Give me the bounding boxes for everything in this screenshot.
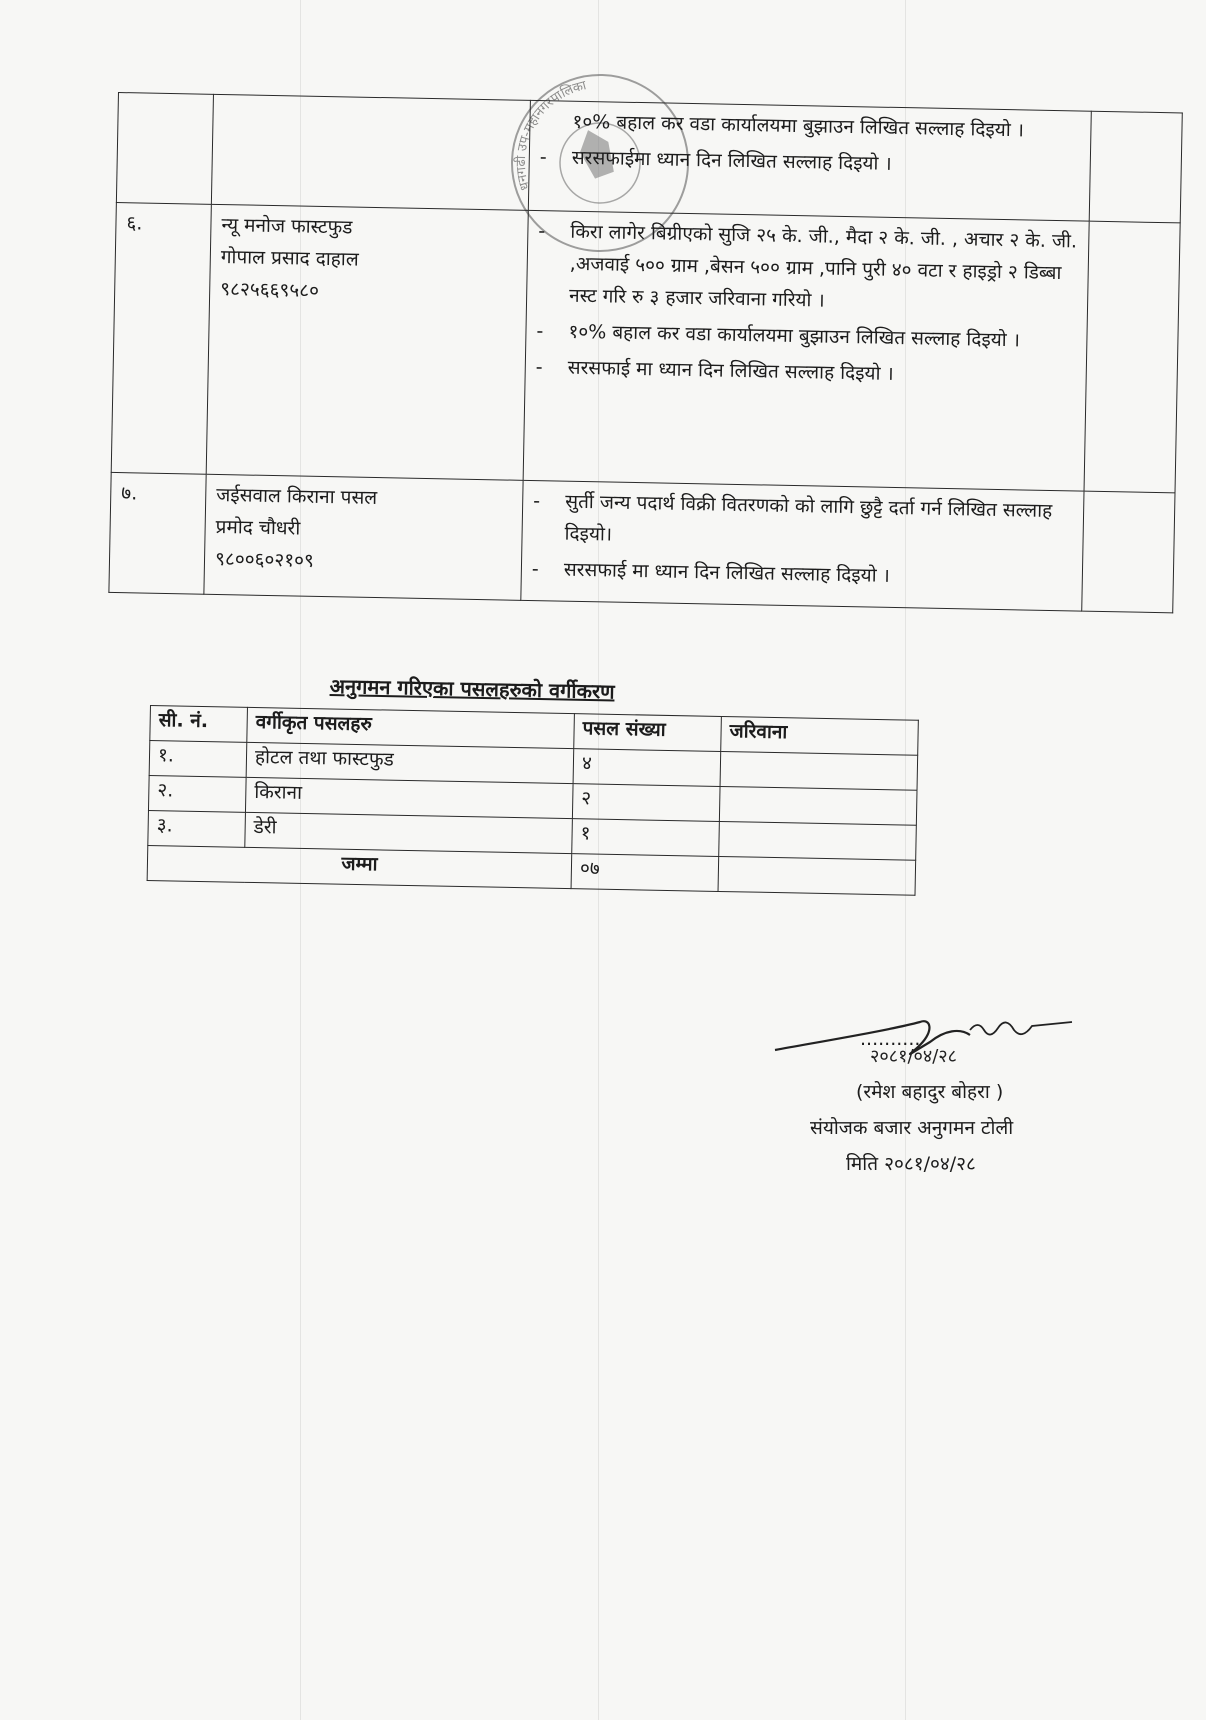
cell-actions	[528, 100, 1091, 221]
action-item	[532, 485, 1073, 559]
action-item	[537, 215, 1079, 321]
action-text: किरा लागेर बिग्रीएको सुजि २५ के. जी., मैदा २ के. जी. , अचार २ के. जी. ,अजवाई ५०० ग्राम ,बेसन ५०० ग्राम ,पानि पुरी ४० वटा र हाइड्रो २ डिब्बा नस्ट गरि रु ३ हजार जरिवाना गरियो ।	[568, 220, 1078, 312]
cell-remarks	[1084, 221, 1180, 493]
total-count: ०७	[571, 854, 719, 892]
cell-serial-number	[116, 93, 213, 205]
cell-fine	[719, 821, 917, 860]
signatory-name: (रमेश बहादुर बोहरा )	[856, 1081, 1004, 1103]
cell-fine	[720, 751, 918, 790]
header-category: वर्गीकृत पसलहरु	[247, 707, 575, 748]
classification-table	[147, 705, 919, 896]
signature-dots: ..........	[860, 1028, 921, 1050]
bullet-dash: -	[533, 490, 541, 513]
cell-serial-number: ७.	[109, 472, 206, 594]
shop-phone: ९८२५६६९५८०	[220, 278, 320, 302]
inspection-report-table	[108, 92, 1182, 613]
cell-shop-details	[204, 474, 523, 600]
table-row	[109, 472, 1175, 612]
bullet-dash: -	[538, 220, 546, 243]
header-sn: सी. नं.	[150, 706, 248, 743]
cell-category: होटल तथा फास्टफुड	[246, 742, 574, 783]
signed-date: २०८१/०४/२८	[870, 1046, 958, 1067]
action-text: सरसफाई मा ध्यान दिन लिखित सल्लाह दिइयो ।	[563, 558, 891, 587]
bullet-dash: -	[531, 558, 539, 581]
cell-shop-details	[211, 94, 530, 210]
cell-sn: २.	[148, 775, 246, 812]
bullet-dash: -	[539, 146, 547, 169]
cell-serial-number: ६.	[111, 202, 211, 474]
bullet-dash: -	[536, 320, 544, 343]
action-item	[540, 141, 1081, 183]
signatory-role: संयोजक बजार अनुगमन टोली	[810, 1117, 1014, 1139]
cell-count: ४	[573, 749, 721, 787]
shop-phone: ९८००६०२१०९	[214, 547, 315, 572]
shop-name: जईसवाल किराना पसल	[216, 483, 378, 510]
cell-remarks	[1089, 111, 1182, 223]
total-label: जम्मा	[147, 845, 572, 888]
action-item	[535, 351, 1076, 393]
table-row	[116, 93, 1182, 223]
action-item	[532, 553, 1073, 595]
action-text: १०% बहाल कर वडा कार्यालयमा बुझाउन लिखित सल्लाह दिइयो ।	[568, 320, 1021, 352]
cell-remarks	[1082, 491, 1175, 613]
shop-name: न्यू मनोज फास्टफुड	[221, 214, 353, 239]
action-item	[540, 105, 1081, 147]
action-text: सरसफाई मा ध्यान दिन लिखित सल्लाह दिइयो ।	[567, 356, 894, 385]
total-fine	[718, 856, 916, 895]
bullet-dash	[540, 105, 555, 137]
cell-sn: ३.	[148, 810, 246, 847]
classification-title: अनुगमन गरिएका पसलहरुको वर्गीकरण	[329, 673, 615, 704]
cell-count: २	[572, 784, 720, 822]
table-row	[111, 202, 1180, 492]
handwritten-signature	[770, 1000, 1090, 1080]
shop-owner: गोपाल प्रसाद दाहाल	[220, 246, 359, 271]
cell-actions	[523, 210, 1089, 491]
seal-text: धनगढी उप-महानगरपालिका	[513, 78, 588, 192]
shop-owner: प्रमोद चौधरी	[215, 515, 301, 540]
action-item	[536, 315, 1077, 357]
cell-shop-details	[206, 204, 528, 480]
action-text: सरसफाईमा ध्यान दिन लिखित सल्लाह दिइयो ।	[571, 146, 892, 175]
cell-sn: १.	[149, 741, 247, 778]
header-fine: जरिवाना	[721, 716, 919, 755]
cell-count: १	[572, 819, 720, 857]
cell-fine	[719, 786, 917, 825]
action-text: १०% बहाल कर वडा कार्यालयमा बुझाउन लिखित सल्लाह दिइयो ।	[572, 110, 1025, 142]
cell-category: डेरी	[245, 812, 573, 853]
cell-actions	[521, 480, 1084, 611]
bullet-dash: -	[535, 356, 543, 379]
signature-date-line: मिति २०८१/०४/२८	[846, 1153, 976, 1175]
cell-category: किराना	[245, 777, 573, 818]
header-count: पसल संख्या	[574, 714, 722, 752]
action-text: सुर्ती जन्य पदार्थ विक्री वितरणको को लागि छुट्टै दर्ता गर्न लिखित सल्लाह दिइयो।	[564, 490, 1053, 546]
